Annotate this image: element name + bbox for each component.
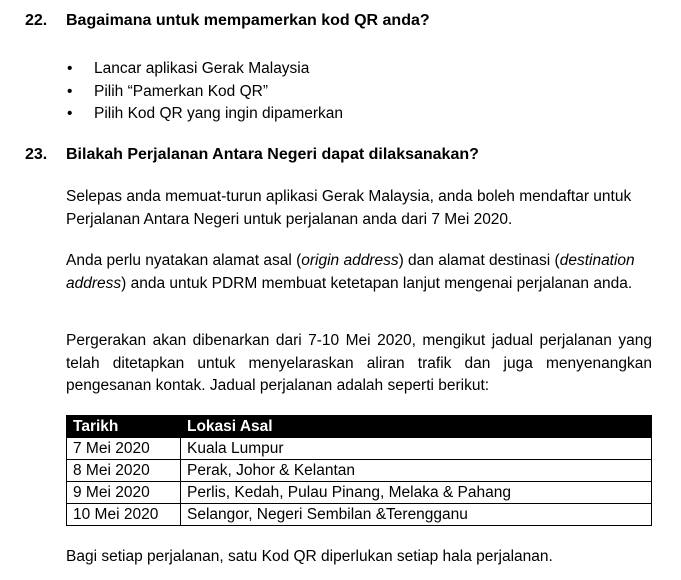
paragraph-registration: Selepas anda memuat-turun aplikasi Gerak Malaysia, anda boleh mendaftar untuk Perjalanan Antara Negeri untuk perjalanan anda dari 7 Mei 2020. [66, 188, 632, 228]
table-cell-origin: Perlis, Kedah, Pulau Pinang, Melaka & Pahang [181, 482, 652, 504]
paragraph-schedule-intro: Pergerakan akan dibenarkan dari 7-10 Mei 2020, mengikut jadual perjalanan yang telah ditetapkan untuk menyelaraskan aliran trafik dan juga menyenangkan pengesanan kontak. Jadual perjalanan adalah seperti berikut: [66, 332, 652, 394]
question-23-heading [25, 146, 479, 164]
bullet-icon: • [67, 82, 73, 100]
list-item-text: Pilih Kod QR yang ingin dipamerkan [94, 105, 343, 122]
paragraph-qr-note: Bagi setiap perjalanan, satu Kod QR diperlukan setiap hala perjalanan. [66, 548, 553, 565]
paragraph-address [66, 250, 652, 295]
table-row [67, 460, 652, 482]
paragraph-text: ) anda untuk PDRM membuat ketetapan lanjut mengenai perjalanan anda. [121, 274, 633, 292]
table-cell-date: 7 Mei 2020 [67, 438, 181, 460]
question-title: Bilakah Perjalanan Antara Negeri dapat dilaksanakan? [66, 146, 479, 163]
steps-list [66, 58, 343, 126]
table-cell-date: 8 Mei 2020 [67, 460, 181, 482]
paragraph-text: Anda perlu nyatakan alamat asal ( [66, 252, 302, 269]
list-item [66, 81, 343, 104]
table-cell-date: 9 Mei 2020 [67, 482, 181, 504]
table-row [67, 482, 652, 504]
table-cell-origin: Selangor, Negeri Sembilan &Terengganu [181, 504, 652, 526]
list-item [66, 103, 343, 126]
paragraph-text: ) dan alamat destinasi ( [398, 252, 560, 269]
column-header-date: Tarikh [67, 416, 181, 438]
bullet-icon: • [67, 105, 73, 122]
question-number: 23. [25, 146, 48, 163]
column-header-origin: Lokasi Asal [181, 416, 652, 438]
table-row [67, 438, 652, 460]
bullet-icon: • [67, 60, 73, 77]
italic-term: destination address [66, 252, 635, 292]
list-item-text: Lancar aplikasi Gerak Malaysia [94, 60, 310, 77]
list-item [66, 58, 343, 81]
table-cell-date: 10 Mei 2020 [67, 504, 181, 526]
question-title: Bagaimana untuk mempamerkan kod QR anda? [66, 12, 430, 29]
list-item-text: Pilih “Pamerkan Kod QR” [94, 82, 269, 100]
table-cell-origin: Perak, Johor & Kelantan [181, 460, 652, 482]
question-number: 22. [25, 12, 48, 29]
table-row [67, 504, 652, 526]
italic-term: origin address [301, 252, 399, 269]
question-22-heading [25, 12, 430, 30]
travel-schedule-table [66, 415, 652, 526]
table-header-row [67, 416, 652, 438]
table-cell-origin: Kuala Lumpur [181, 438, 652, 460]
